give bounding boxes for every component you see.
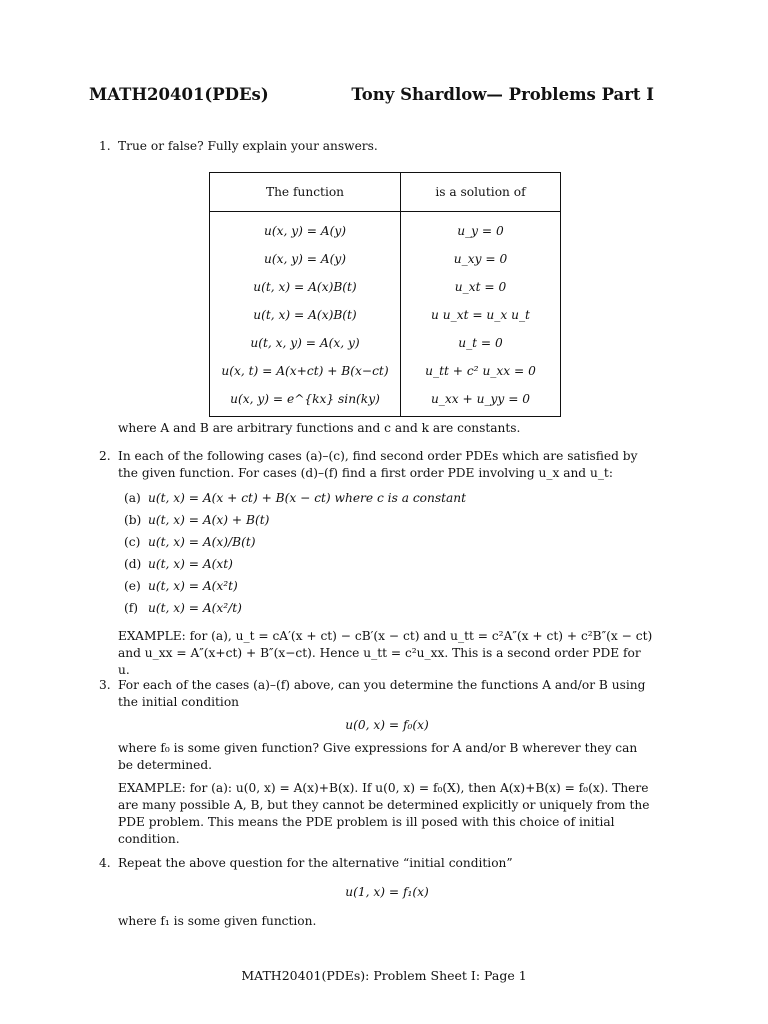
problem-3 (99, 677, 656, 848)
problem-3-example: EXAMPLE: for (a): u(0, x) = A(x)+B(x). If u(0, x) = f₀(X), then A(x)+B(x) = f₀(x). There are many possible A, B, but they cannot be determined explicitly or uniquely from the PDE problem. This means the PDE problem is ill posed with this choice of initial condition. (118, 781, 650, 846)
col-header-function: The function (210, 173, 401, 212)
table-row (210, 273, 561, 301)
list-item (124, 512, 656, 534)
problem-1-intro: True or false? Fully explain your answers. (118, 139, 378, 153)
case-text: u(t, x) = A(x)/B(t) (148, 535, 256, 549)
list-item (124, 556, 656, 578)
case-text: u(t, x) = A(x²/t) (148, 601, 242, 615)
table-row (210, 245, 561, 273)
table-row (210, 301, 561, 329)
function-cell: u(t, x) = A(x)B(t) (210, 301, 401, 329)
pde-cell: u_t = 0 (458, 335, 503, 350)
case-text: u(t, x) = A(x) + B(t) (148, 513, 270, 527)
problem-1 (99, 138, 656, 155)
case-label: (e) (124, 579, 141, 593)
col-header-solution: is a solution of (401, 173, 561, 212)
pde-cell: u_xt = 0 (454, 279, 507, 294)
problem-4-after: where f₁ is some given function. (118, 914, 317, 928)
function-cell: u(x, t) = A(x+ct) + B(x−ct) (210, 357, 401, 385)
display-equation: u(0, x) = f₀(x) (345, 718, 429, 732)
list-item (124, 600, 656, 622)
course-code: MATH20401(PDEs) (89, 85, 269, 104)
function-cell: u(t, x, y) = A(x, y) (210, 329, 401, 357)
problem-2-example: EXAMPLE: for (a), u_t = cA′(x + ct) − cB′(x − ct) and u_tt = c²A″(x + ct) + c²B″(x − ct) and u_xx = A″(x+ct) + B″(x−ct). Hence u_tt = c²u_xx. This is a second order PDE for u. (118, 629, 653, 677)
case-list (124, 490, 656, 622)
case-label: (c) (124, 535, 141, 549)
problem-number: 3. (99, 678, 111, 692)
case-text: u(t, x) = A(xt) (148, 557, 233, 571)
list-item (124, 578, 656, 600)
pde-cell: u_y = 0 (457, 223, 504, 238)
page-footer: MATH20401(PDEs): Problem Sheet I: Page 1 (241, 968, 527, 983)
problem-number: 4. (99, 856, 111, 870)
pde-cell: u_tt + c² u_xx = 0 (425, 363, 536, 378)
case-label: (b) (124, 513, 142, 527)
case-text: u(t, x) = A(x + ct) + B(x − ct) where c is a constant (148, 491, 467, 505)
problem-4-intro: Repeat the above question for the alternative “initial condition” (118, 856, 513, 870)
list-item (124, 534, 656, 556)
problem-1-note: where A and B are arbitrary functions and c and k are constants. (118, 421, 521, 435)
problem-3-after: where f₀ is some given function? Give expressions for A and/or B wherever they can be determined. (118, 741, 638, 772)
table-row (210, 357, 561, 385)
pde-cell: u_xx + u_yy = 0 (430, 391, 531, 406)
case-text: u(t, x) = A(x²t) (148, 579, 238, 593)
function-cell: u(x, y) = A(y) (210, 245, 401, 273)
table-header-row (210, 173, 561, 212)
table-row (210, 385, 561, 417)
list-item (124, 490, 656, 512)
problem-2 (99, 448, 656, 679)
case-label: (a) (124, 491, 141, 505)
function-cell: u(x, y) = A(y) (210, 212, 401, 246)
problem-3-intro: For each of the cases (a)–(f) above, can you determine the functions A and/or B using the initial condition (118, 678, 646, 709)
function-table (209, 172, 561, 417)
case-label: (f) (124, 601, 139, 615)
problem-4 (99, 855, 656, 930)
author-title: Tony Shardlow— Problems Part I (351, 85, 654, 104)
table-row (210, 329, 561, 357)
pde-cell: u u_xt = u_x u_t (431, 307, 530, 322)
problem-number: 1. (99, 139, 111, 153)
problem-number: 2. (99, 449, 111, 463)
function-cell: u(t, x) = A(x)B(t) (210, 273, 401, 301)
pde-cell: u_xy = 0 (453, 251, 508, 266)
page-header (89, 86, 654, 103)
table-row (210, 212, 561, 246)
function-cell: u(x, y) = e^{kx} sin(ky) (210, 385, 401, 417)
display-equation: u(1, x) = f₁(x) (345, 885, 429, 899)
problem-2-intro: In each of the following cases (a)–(c), find second order PDEs which are satisfied by the given function. For cases (d)–(f) find a first order PDE involving u_x and u_t: (118, 449, 638, 480)
case-label: (d) (124, 557, 142, 571)
